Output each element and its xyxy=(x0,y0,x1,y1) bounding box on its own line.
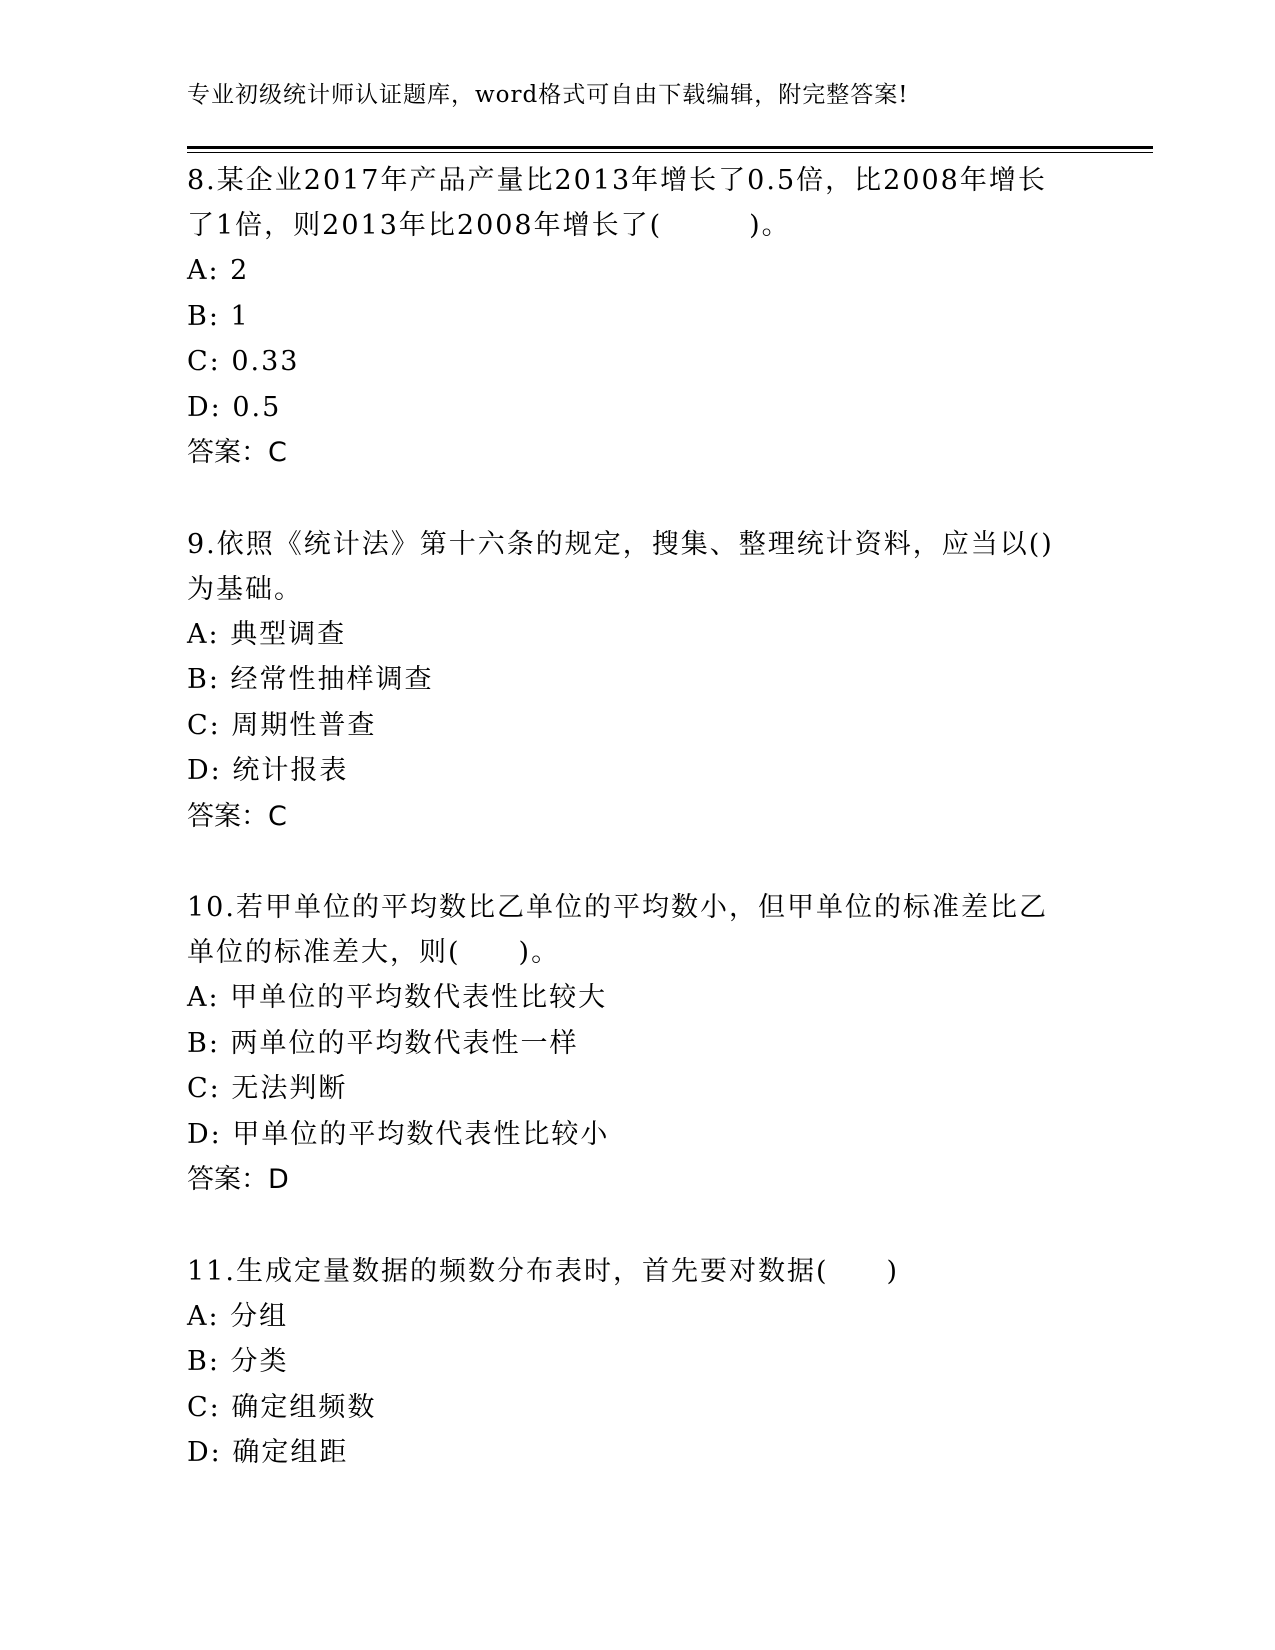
header-rule-thick xyxy=(187,146,1153,149)
option-c: C: 确定组频数 xyxy=(187,1391,377,1423)
option-a: A: 2 xyxy=(187,255,250,286)
answer: 答案：C xyxy=(187,437,287,468)
question-list xyxy=(187,158,1087,1476)
header-rule-thin xyxy=(187,152,1153,153)
option-b: B: 经常性抽样调查 xyxy=(187,664,434,695)
option-b: B: 两单位的平均数代表性一样 xyxy=(187,1027,579,1059)
question-text: 10.若甲单位的平均数比乙单位的平均数小，但甲单位的标准差比乙单位的标准差大，则( )。 xyxy=(187,892,1048,968)
page-header: 专业初级统计师认证题库，word格式可自由下载编辑，附完整答案! xyxy=(187,82,909,108)
option-b: B: 分类 xyxy=(187,1346,289,1377)
answer: 答案：D xyxy=(187,1164,289,1195)
question-10 xyxy=(187,885,1087,1203)
option-d: D: 0.5 xyxy=(187,391,282,423)
option-a: A: 典型调查 xyxy=(187,618,347,650)
option-d: D: 统计报表 xyxy=(187,755,349,786)
question-11 xyxy=(187,1249,1087,1476)
option-b: B: 1 xyxy=(187,300,250,332)
question-9 xyxy=(187,522,1087,840)
question-text: 11.生成定量数据的频数分布表时，首先要对数据( ) xyxy=(187,1255,900,1287)
question-8 xyxy=(187,158,1087,476)
option-c: C: 0.33 xyxy=(187,346,300,377)
option-c: C: 周期性普查 xyxy=(187,709,377,741)
spacer xyxy=(187,839,1087,885)
spacer xyxy=(187,1203,1087,1249)
question-text: 8.某企业2017年产品产量比2013年增长了0.5倍，比2008年增长了1倍，则2013年比2008年增长了( )。 xyxy=(187,165,1047,241)
spacer xyxy=(187,476,1087,522)
option-c: C: 无法判断 xyxy=(187,1073,348,1104)
option-a: A: 分组 xyxy=(187,1300,289,1332)
answer: 答案：C xyxy=(187,800,287,832)
option-d: D: 确定组距 xyxy=(187,1437,349,1468)
question-text: 9.依照《统计法》第十六条的规定，搜集、整理统计资料，应当以()为基础。 xyxy=(187,528,1054,605)
option-d: D: 甲单位的平均数代表性比较小 xyxy=(187,1118,610,1150)
option-a: A: 甲单位的平均数代表性比较大 xyxy=(187,982,608,1013)
